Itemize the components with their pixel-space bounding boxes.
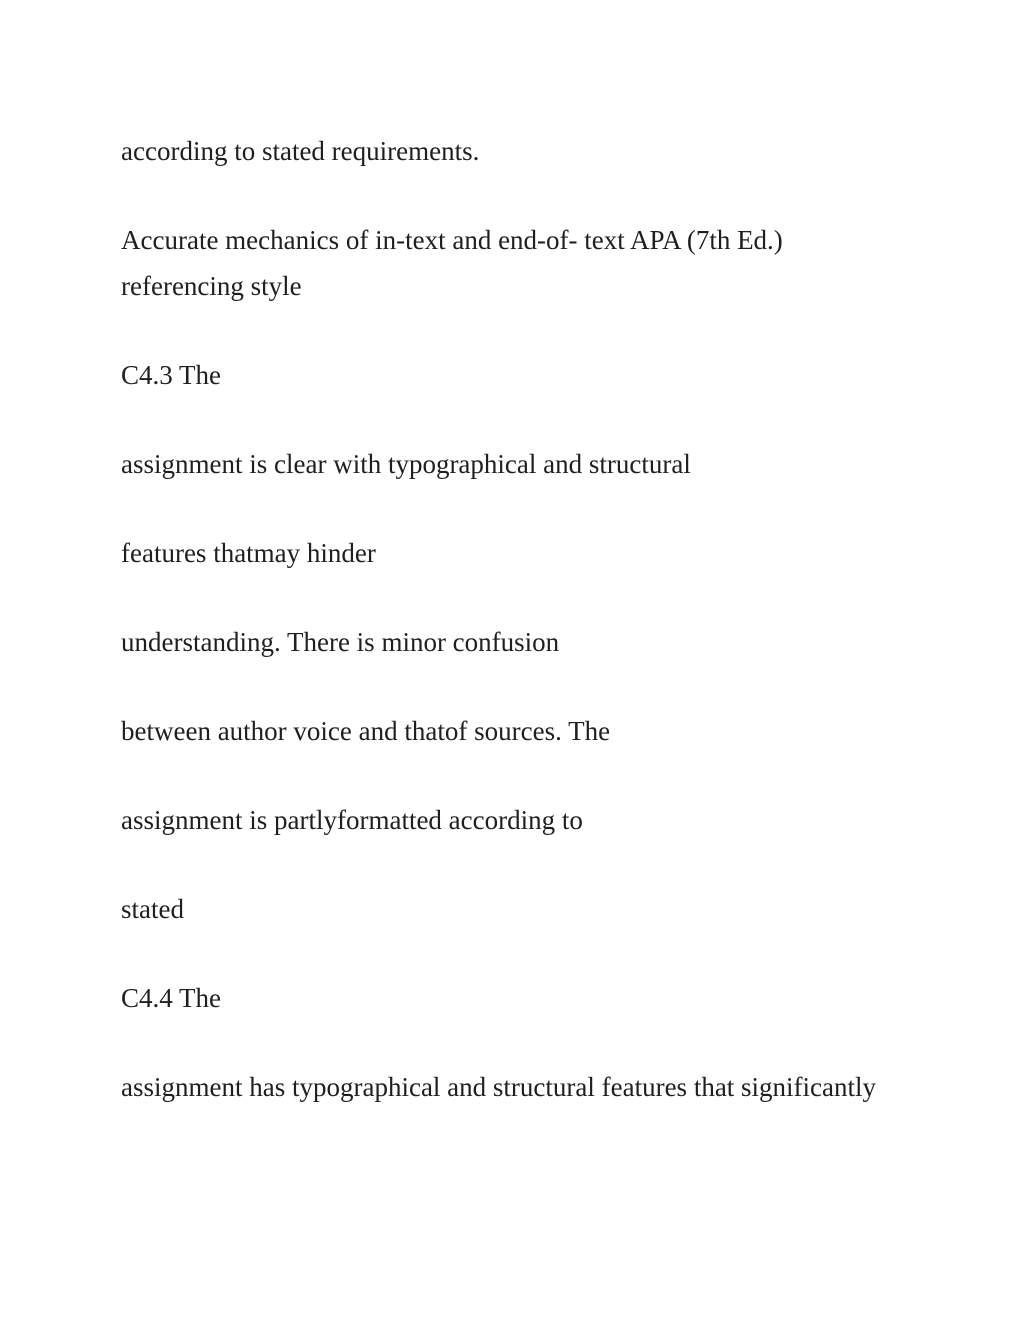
paragraph-features-hinder: features thatmay hinder [121, 538, 376, 568]
document-body [121, 128, 911, 1153]
paragraph-assignment-clear: assignment is clear with typographical and structural [121, 449, 691, 479]
paragraph-partly-formatted: assignment is partlyformatted according to [121, 805, 583, 835]
paragraph-c4-4-heading: C4.4 The [121, 983, 221, 1013]
paragraph-requirements: according to stated requirements. [121, 136, 480, 166]
paragraph-understanding: understanding. There is minor confusion [121, 627, 560, 657]
paragraph-c4-3-heading: C4.3 The [121, 360, 221, 390]
paragraph-author-voice: between author voice and thatof sources. The [121, 716, 611, 746]
paragraph-assignment-significantly: assignment has typographical and structural features that significantly [121, 1072, 877, 1102]
paragraph-stated: stated [121, 894, 184, 924]
paragraph-apa-referencing: Accurate mechanics of in-text and end-of- text APA (7th Ed.) referencing style [121, 225, 783, 301]
